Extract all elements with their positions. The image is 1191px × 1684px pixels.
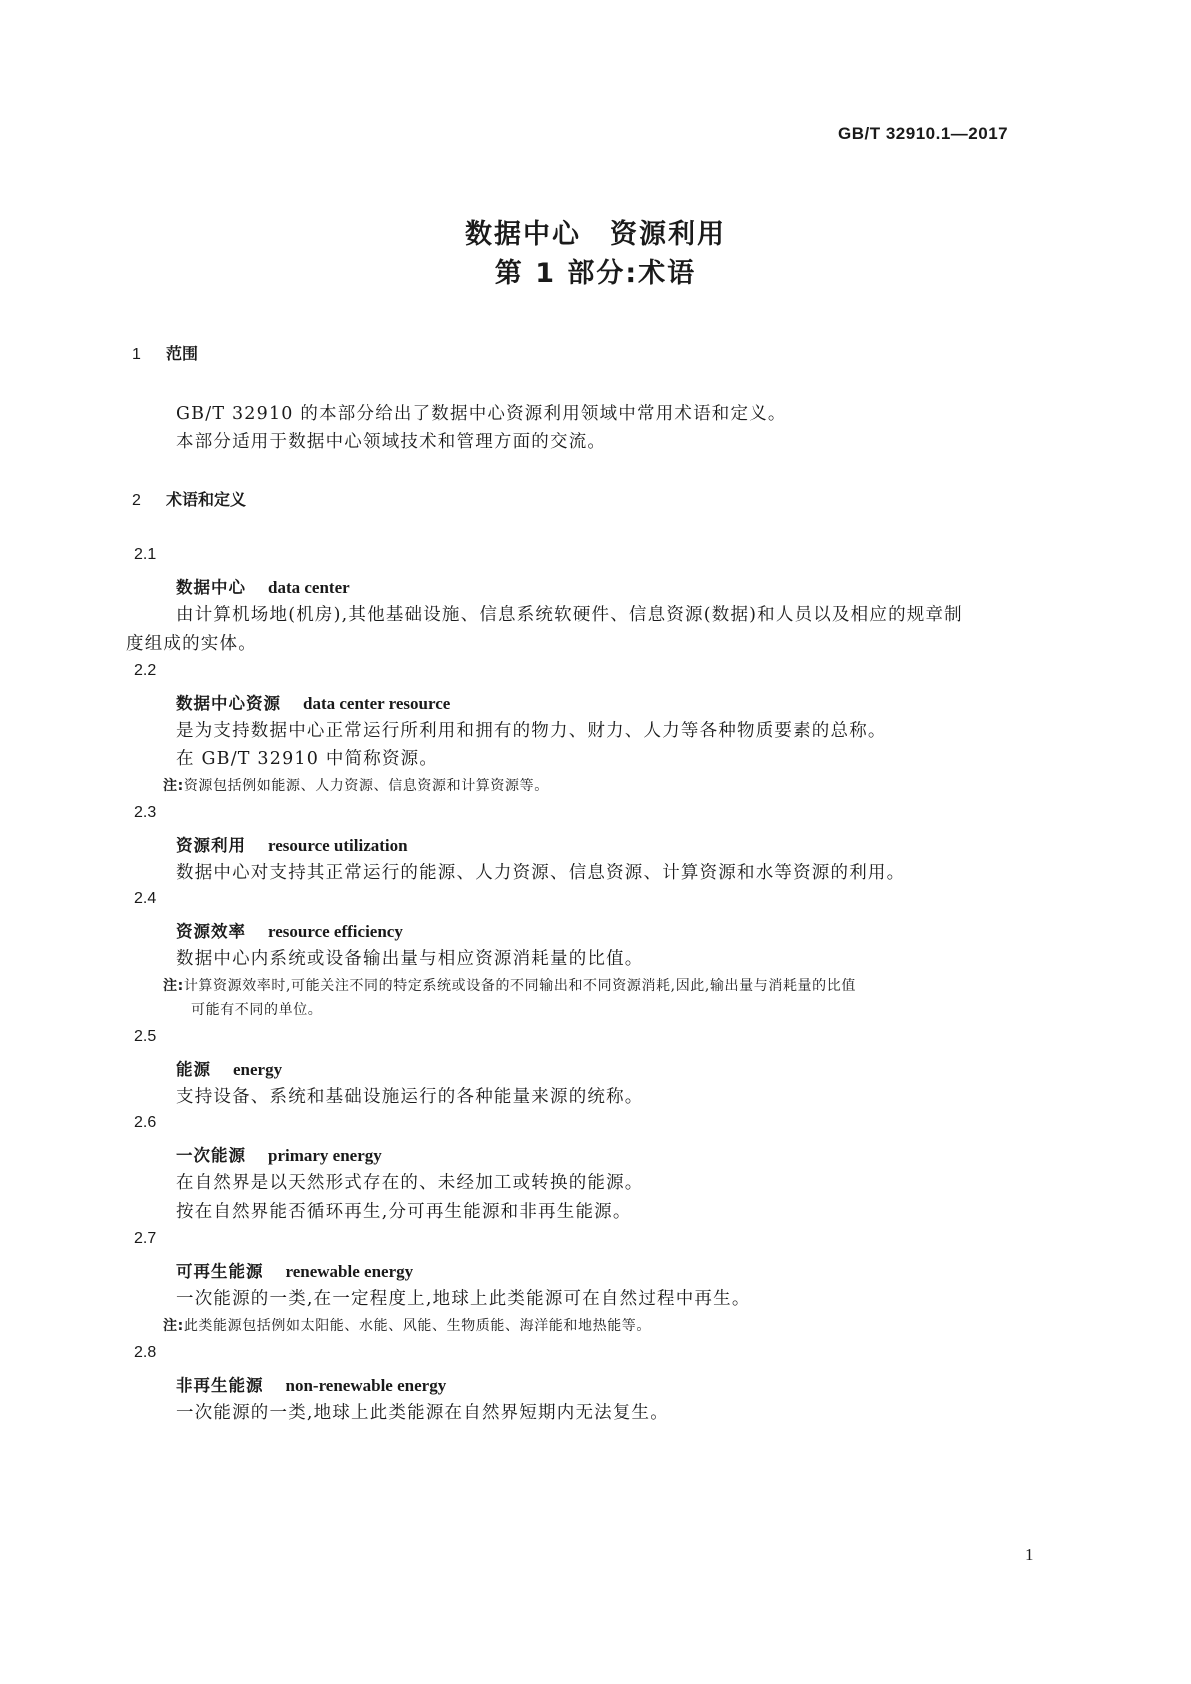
term-zh: 非再生能源 — [176, 1376, 264, 1395]
term-number: 2.2 — [134, 662, 157, 679]
term-note — [163, 775, 549, 795]
note-text: 资源包括例如能源、人力资源、信息资源和计算资源等。 — [183, 778, 549, 794]
term-heading — [176, 1142, 382, 1166]
page-number: 1 — [1025, 1545, 1034, 1564]
term-definition: 一次能源的一类,地球上此类能源在自然界短期内无法复生。 — [176, 1403, 669, 1423]
term-note — [163, 975, 856, 995]
section-number: 2 — [132, 492, 141, 509]
note-label: 注: — [163, 1318, 184, 1334]
term-en: renewable energy — [285, 1262, 414, 1281]
term-definition: 是为支持数据中心正常运行所利用和拥有的物力、财力、人力等各种物质要素的总称。 — [176, 721, 887, 741]
term-heading — [176, 1372, 446, 1396]
term-en: resource utilization — [268, 836, 408, 855]
term-zh: 资源利用 — [176, 836, 246, 855]
term-heading — [176, 832, 408, 856]
term-number: 2.8 — [134, 1344, 157, 1361]
document-title-line1: 数据中心 资源利用 — [465, 219, 726, 250]
term-note-continuation: 可能有不同的单位。 — [191, 1002, 323, 1018]
term-number: 2.3 — [134, 804, 157, 821]
term-number: 2.4 — [134, 890, 157, 907]
term-heading — [176, 918, 403, 942]
term-number: 2.6 — [134, 1114, 157, 1131]
term-definition: 在 GB/T 32910 中简称资源。 — [176, 749, 439, 769]
document-title-line2: 第 1 部分:术语 — [494, 258, 697, 289]
term-definition: 度组成的实体。 — [126, 634, 257, 654]
term-heading — [176, 1056, 282, 1080]
term-en: primary energy — [268, 1146, 382, 1165]
note-label: 注: — [163, 778, 184, 794]
note-text: 计算资源效率时,可能关注不同的特定系统或设备的不同输出和不同资源消耗,因此,输出量与消耗量的比值 — [183, 978, 856, 994]
term-definition: 支持设备、系统和基础设施运行的各种能量来源的统称。 — [176, 1087, 644, 1107]
term-definition: 由计算机场地(机房),其他基础设施、信息系统软硬件、信息资源(数据)和人员以及相应的规章制 — [176, 605, 963, 625]
term-en: data center — [268, 578, 350, 597]
section-title: 范围 — [166, 344, 199, 363]
section-number: 1 — [132, 346, 141, 363]
term-definition: 一次能源的一类,在一定程度上,地球上此类能源可在自然过程中再生。 — [176, 1289, 751, 1309]
note-label: 注: — [163, 978, 184, 994]
term-number: 2.1 — [134, 546, 157, 563]
term-definition: 按在自然界能否循环再生,分可再生能源和非再生能源。 — [176, 1202, 632, 1222]
section-heading-scope — [132, 341, 198, 364]
term-zh: 资源效率 — [176, 922, 246, 941]
scope-paragraph: 本部分适用于数据中心领域技术和管理方面的交流。 — [176, 432, 607, 452]
term-zh: 数据中心 — [176, 578, 246, 597]
term-number: 2.7 — [134, 1230, 157, 1247]
term-definition: 在自然界是以天然形式存在的、未经加工或转换的能源。 — [176, 1173, 644, 1193]
standard-number: GB/T 32910.1—2017 — [838, 124, 1009, 143]
term-note — [163, 1315, 651, 1335]
term-definition: 数据中心对支持其正常运行的能源、人力资源、信息资源、计算资源和水等资源的利用。 — [176, 863, 906, 883]
term-en: resource efficiency — [268, 922, 403, 941]
note-text: 此类能源包括例如太阳能、水能、风能、生物质能、海洋能和地热能等。 — [183, 1318, 652, 1334]
term-en: energy — [233, 1060, 283, 1079]
term-heading — [176, 690, 450, 714]
term-heading — [176, 1258, 413, 1282]
term-en: data center resource — [303, 694, 451, 713]
term-en: non-renewable energy — [285, 1376, 447, 1395]
term-zh: 能源 — [176, 1060, 211, 1079]
term-definition: 数据中心内系统或设备输出量与相应资源消耗量的比值。 — [176, 949, 644, 969]
section-title: 术语和定义 — [166, 490, 247, 509]
term-number: 2.5 — [134, 1028, 157, 1045]
term-zh: 可再生能源 — [176, 1262, 264, 1281]
term-zh: 一次能源 — [176, 1146, 246, 1165]
term-zh: 数据中心资源 — [176, 694, 281, 713]
term-heading — [176, 574, 350, 598]
scope-paragraph: GB/T 32910 的本部分给出了数据中心资源利用领域中常用术语和定义。 — [176, 404, 787, 424]
section-heading-terms — [132, 487, 246, 510]
